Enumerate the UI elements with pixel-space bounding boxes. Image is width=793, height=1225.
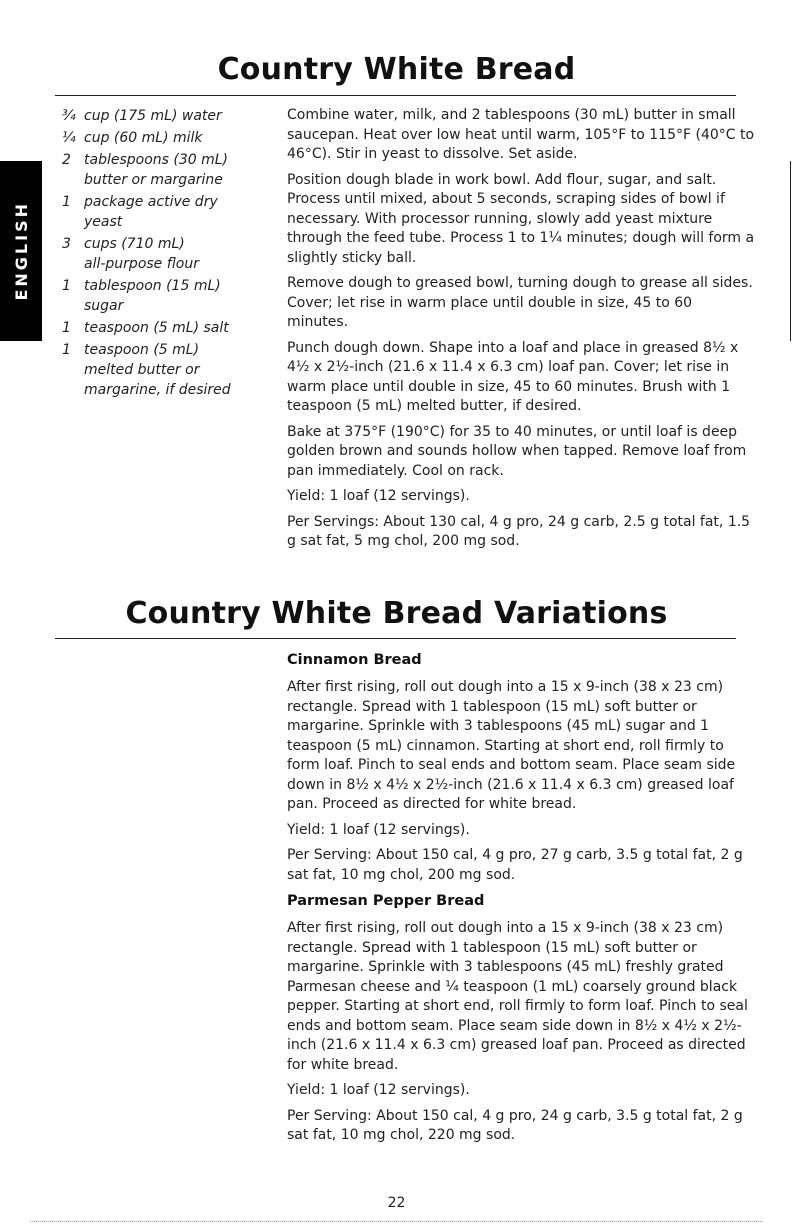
parmesan-heading: Parmesan Pepper Bread bbox=[287, 893, 485, 909]
ingredient-list bbox=[62, 106, 277, 402]
page-title: Country White Bread bbox=[217, 52, 576, 87]
ingredient-qty: 2 bbox=[62, 152, 71, 168]
ingredient-qty: 1 bbox=[62, 278, 71, 294]
ingredient-text: cup (60 mL) milk bbox=[84, 130, 203, 146]
cinnamon-nutrition: Per Serving: About 150 cal, 4 g pro, 27 g carb, 3.5 g total fat, 2 g sat fat, 10 mg chol, 200 mg sod. bbox=[287, 847, 743, 883]
ingredient-item bbox=[62, 192, 277, 232]
variations-section bbox=[287, 650, 757, 1152]
ingredient-item bbox=[62, 276, 277, 316]
cinnamon-yield: Yield: 1 loaf (12 servings). bbox=[287, 821, 470, 838]
ingredient-item bbox=[62, 234, 277, 274]
nutrition-text: Per Servings: About 130 cal, 4 g pro, 24 g carb, 2.5 g total fat, 1.5 g sat fat, 5 mg chol, 200 mg sod. bbox=[287, 513, 751, 549]
ingredient-text: teaspoon (5 mL) salt bbox=[84, 320, 229, 336]
ingredient-item bbox=[62, 318, 277, 338]
title-divider bbox=[55, 95, 736, 96]
ingredient-qty: ¾ bbox=[62, 108, 76, 124]
ingredient-text: tablespoons (30 mL) butter or margarine bbox=[84, 152, 229, 188]
language-tab bbox=[0, 161, 42, 341]
ingredient-qty: 3 bbox=[62, 236, 71, 252]
bottom-dotted-rule bbox=[30, 1221, 763, 1222]
ingredient-qty: 1 bbox=[62, 194, 71, 210]
yield-text: Yield: 1 loaf (12 servings). bbox=[287, 488, 470, 504]
ingredient-item bbox=[62, 106, 277, 126]
method-step: Remove dough to greased bowl, turning dough to grease all sides. Cover; let rise in warm place until double in size, 45 to 60 minutes. bbox=[287, 275, 753, 330]
ingredient-text: teaspoon (5 mL) melted butter or margarine, if desired bbox=[84, 342, 231, 398]
variations-divider bbox=[55, 638, 736, 639]
variations-title: Country White Bread Variations bbox=[125, 596, 668, 631]
ingredient-item bbox=[62, 340, 277, 400]
ingredient-qty: 1 bbox=[62, 320, 71, 336]
ingredient-text: cup (175 mL) water bbox=[84, 108, 222, 124]
ingredient-item bbox=[62, 150, 277, 190]
margin-line bbox=[790, 161, 791, 341]
ingredient-text: package active dry yeast bbox=[84, 194, 218, 230]
page-number: 22 bbox=[387, 1195, 406, 1211]
cinnamon-heading: Cinnamon Bread bbox=[287, 652, 422, 668]
parmesan-yield: Yield: 1 loaf (12 servings). bbox=[287, 1082, 470, 1098]
ingredient-qty: 1 bbox=[62, 342, 71, 358]
cinnamon-instructions: After first rising, roll out dough into a 15 x 9-inch (38 x 23 cm) rectangle. Spread with 1 tablespoon (15 mL) soft butter or margarine. Sprinkle with 3 tablespoons (45 mL) sugar and 1 teaspoon (5 mL) cinnamon. Starting at short end, roll firmly to form loaf. Pinch to seal ends and bottom seam. Place seam side down in 8½ x 4½ x 2½-inch (21.6 x 11.4 x 6.3 cm) greased loaf pan. Proceed as directed for white bread. bbox=[287, 679, 736, 812]
method-section bbox=[287, 106, 757, 558]
ingredient-text: cups (710 mL) all-purpose flour bbox=[84, 236, 199, 272]
ingredient-qty: ¼ bbox=[62, 130, 76, 146]
method-step: Position dough blade in work bowl. Add flour, sugar, and salt. Process until mixed, about 5 seconds, scraping sides of bowl if necessary. With processor running, slowly add yeast mixture through the feed tube. Process 1 to 1¼ minutes; dough will form a slightly sticky ball. bbox=[287, 171, 755, 266]
ingredient-text: tablespoon (15 mL) sugar bbox=[84, 278, 221, 314]
method-step: Combine water, milk, and 2 tablespoons (30 mL) butter in small saucepan. Heat over low heat until warm, 105°F to 115°F (40°C to 46°C). Stir in yeast to dissolve. Set aside. bbox=[287, 107, 755, 162]
method-step: Bake at 375°F (190°C) for 35 to 40 minutes, or until loaf is deep golden brown and sounds hollow when tapped. Remove loaf from pan immediately. Cool on rack. bbox=[287, 423, 747, 479]
ingredient-item bbox=[62, 128, 277, 148]
parmesan-nutrition: Per Serving: About 150 cal, 4 g pro, 24 g carb, 3.5 g total fat, 2 g sat fat, 10 mg chol, 220 mg sod. bbox=[287, 1107, 743, 1143]
method-step: Punch dough down. Shape into a loaf and place in greased 8½ x 4½ x 2½-inch (21.6 x 11.4 x 6.3 cm) loaf pan. Cover; let rise in warm place until double in size, 45 to 60 minutes. Brush with 1 teaspoon (5 mL) melted butter, if desired. bbox=[287, 339, 739, 414]
language-tab-label: ENGLISH bbox=[11, 201, 31, 301]
parmesan-instructions: After first rising, roll out dough into a 15 x 9-inch (38 x 23 cm) rectangle. Spread with 1 tablespoon (15 mL) soft butter or margarine. Sprinkle with 3 tablespoons (45 mL) freshly grated Parmesan cheese and ¼ teaspoon (1 mL) coarsely ground black pepper. Starting at short end, roll firmly to form loaf. Pinch to seal ends and bottom seam. Place seam side down in 8½ x 4½ x 2½-inch (21.6 x 11.4 x 6.3 cm) greased loaf pan. Proceed as directed for white bread. bbox=[287, 920, 748, 1073]
